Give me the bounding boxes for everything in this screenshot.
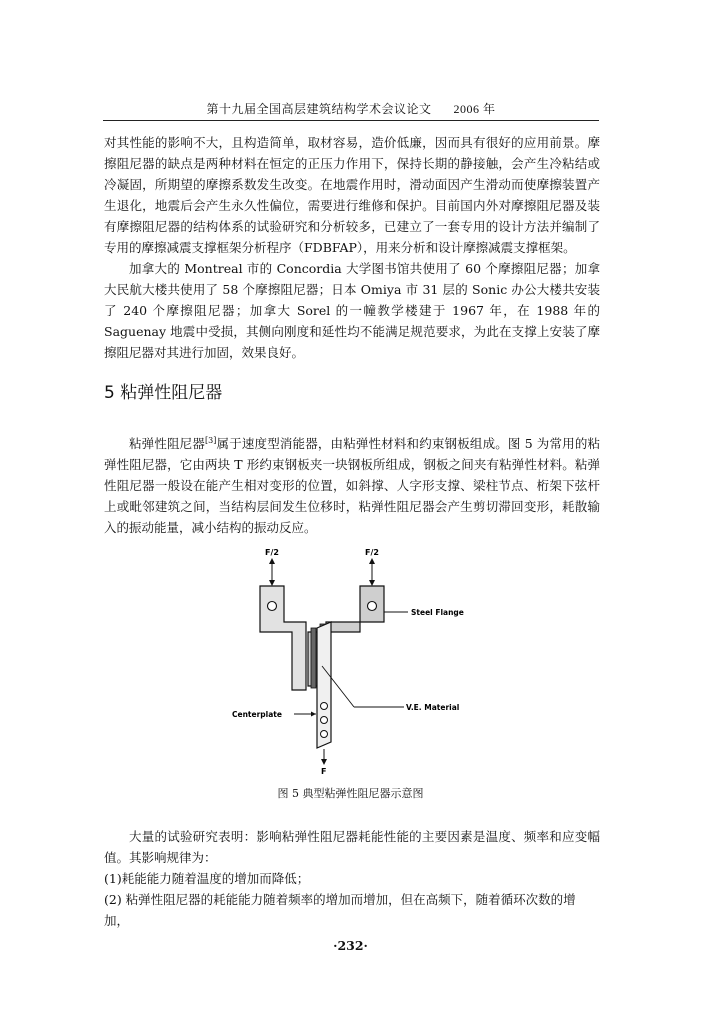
bolt-hole-left bbox=[268, 602, 277, 611]
p3-body-text: 属于速度型消能器，由粘弹性材料和约束钢板组成。图 5 为常用的粘弹性阻尼器，它由两块 T 形约束钢板夹一块钢板所组成，钢板之间夹有粘弹性材料。粘弹性阻尼器一般设在能产生相对变形的位置，如斜撑、人字形支撑、梁柱节点、桁架下弦杆上或毗邻建筑之间，当结构层间发生位移时，粘弹性阻尼器会产生剪切滞回变形，耗散输入的振动能量，减小结构的振动反应。 bbox=[104, 436, 600, 536]
force-label-right: F/2 bbox=[365, 548, 379, 557]
steel-flange-left bbox=[260, 586, 306, 690]
paragraph-friction-damper-applications: 加拿大的 Montreal 市的 Concordia 大学图书馆共使用了 60 个摩擦阻尼器；加拿大民航大楼共使用了 58 个摩擦阻尼器；日本 Omiya 市 31 层的 Sonic 办公大楼共安装了 240 个摩擦阻尼器；加拿大 Sorel 的一幢教学楼建于 1967 年，在 1988 年的 Saguenay 地震中受损，其侧向刚度和延性均不能满足规范要求，为此在支撑上安装了摩擦阻尼器对其进行加固，效果良好。 bbox=[104, 261, 600, 360]
force-label-bottom: F bbox=[321, 767, 327, 776]
header-title: 第十九届全国高层建筑结构学术会议论文 bbox=[206, 102, 432, 116]
p3-lead-text: 粘弹性阻尼器 bbox=[129, 436, 206, 452]
force-label-left: F/2 bbox=[265, 548, 279, 557]
reference-marker: [3] bbox=[205, 436, 217, 445]
center-plate-hole-1 bbox=[321, 703, 328, 710]
page-number: ·232· bbox=[333, 938, 368, 953]
ve-material-layer-1 bbox=[311, 628, 316, 688]
damper-diagram bbox=[222, 546, 502, 776]
paragraph-friction-damper-properties: 对其性能的影响不大，且构造简单，取材容易，造价低廉，因而具有很好的应用前景。摩擦阻尼器的缺点是两种材料在恒定的正压力作用下，保持长期的静接触，会产生冷粘结或冷凝固，所期望的摩擦系数发生改变。在地震作用时，滑动面因产生滑动而使摩擦装置产生退化，地震后会产生永久性偏位，需要进行维修和保护。目前国内外对摩擦阻尼器及装有摩擦阻尼器的结构体系的试验研究和分析较多，已建立了一套专用的设计方法并编制了专用的摩擦减震支撑框架分析程序（FDBFAP），用来分析和设计摩擦减震支撑框架。 bbox=[104, 135, 600, 255]
paragraph-viscoelastic-damper-intro bbox=[104, 430, 600, 538]
damper-figure bbox=[222, 546, 502, 776]
center-plate-hole-2 bbox=[321, 717, 328, 724]
center-plate-hole-3 bbox=[321, 731, 328, 738]
bolt-hole-right bbox=[368, 602, 377, 611]
header-year: 2006 年 bbox=[453, 102, 496, 116]
label-steel-flange: Steel Flange bbox=[411, 608, 464, 617]
factor-list bbox=[104, 868, 600, 931]
paragraph-influencing-factors: 大量的试验研究表明：影响粘弹性阻尼器耗能性能的主要因素是温度、频率和应变幅值。其影响规律为： bbox=[104, 829, 600, 865]
bottom-force-arrow-icon bbox=[321, 749, 327, 765]
running-header bbox=[103, 100, 599, 121]
section-heading: 5 粘弹性阻尼器 bbox=[104, 383, 223, 403]
center-plate bbox=[317, 622, 331, 748]
label-centerplate: Centerplate bbox=[232, 710, 282, 719]
list-item: (2) 粘弹性阻尼器的耗能能力随着频率的增加而增加，但在高频下，随着循环次数的增加， bbox=[104, 892, 576, 928]
left-force-arrow-icon bbox=[269, 558, 275, 586]
right-force-arrow-icon bbox=[369, 558, 375, 586]
label-ve-material: V.E. Material bbox=[406, 703, 460, 712]
figure-caption: 图 5 典型粘弹性阻尼器示意图 bbox=[277, 787, 424, 800]
list-item: (1)耗能能力随着温度的增加而降低； bbox=[104, 871, 310, 886]
